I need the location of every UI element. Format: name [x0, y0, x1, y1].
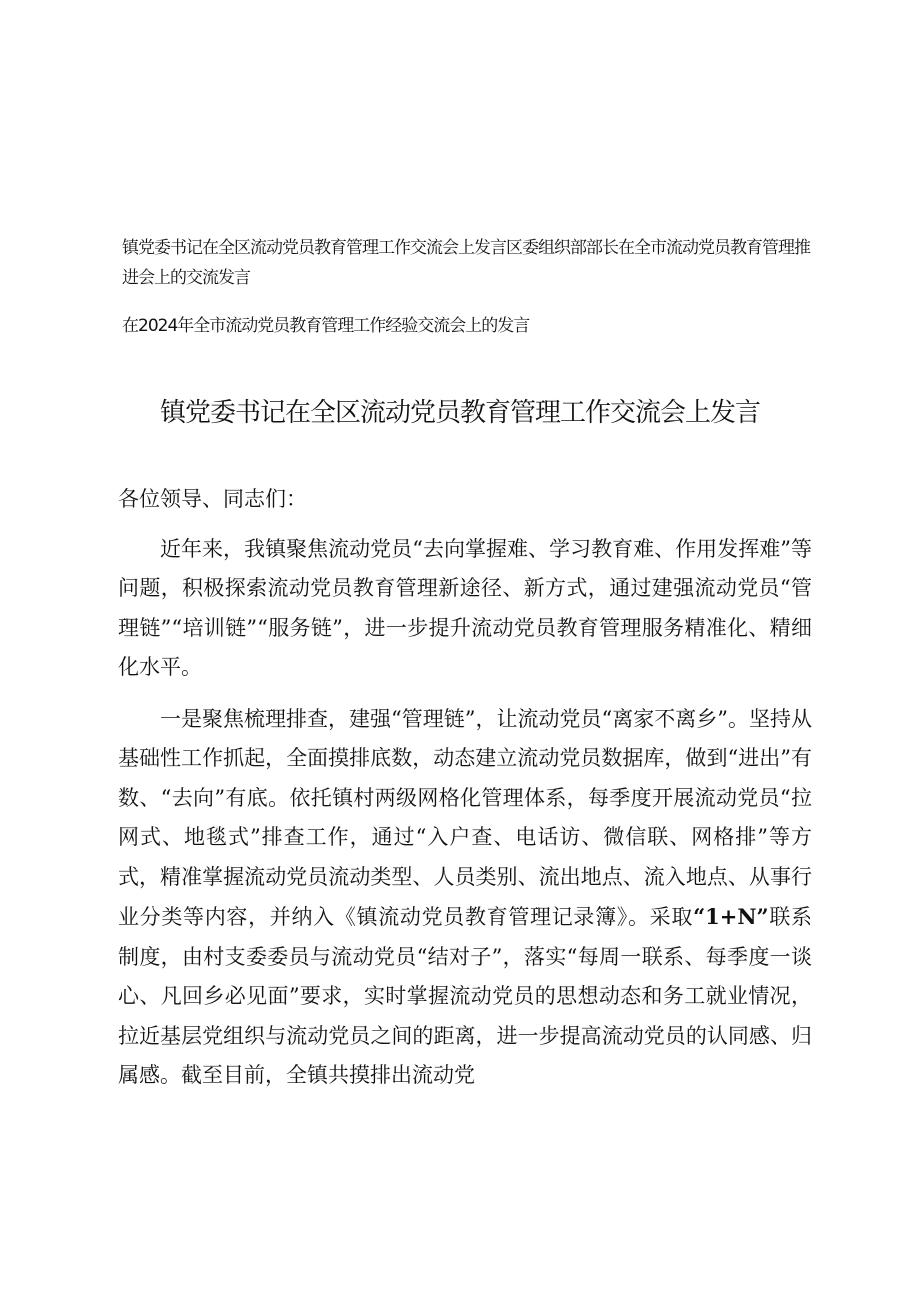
paragraph-2-text-a: 一是聚焦梳理排查，建强“管理链”，让流动党员“离家不离乡”。坚持从基础性工作抓起，全面摸排底数，动态建立流动党员数据库，做到“进出”有数、“去向”有底。依托镇村两级网格化管理体系，每季度开展流动党员“拉网式、地毯式”排查工作，通过“入户查、电话访、微信联、网格排”等方式，精准掌握流动党员流动类型、人员类别、流出地点、流入地点、从事行业分类等内容，并纳入《镇流动党员教育管理记录簿》。采取: [118, 706, 812, 929]
paragraph-1: 近年来，我镇聚焦流动党员“去向掌握难、学习教育难、作用发挥难”等问题，积极探索流动党员教育管理新途径、新方式，通过建强流动党员“管理链”“培训链”“服务链”，进一步提升流动党员教育管理服务精准化、精细化水平。: [118, 536, 812, 679]
toc-item-2[interactable]: 在2024年全市流动党员教育管理工作经验交流会上的发言: [122, 316, 530, 336]
document-title: 镇党委书记在全区流动党员教育管理工作交流会上发言: [159, 398, 760, 428]
paragraph-2-emphasis: “1+N”: [693, 904, 769, 929]
toc-item-1[interactable]: 镇党委书记在全区流动党员教育管理工作交流会上发言区委组织部部长在全市流动党员教育管理推进会上的交流发言: [122, 238, 810, 288]
paragraph-2: [118, 700, 812, 1096]
salutation: 各位领导、同志们：: [118, 487, 307, 511]
table-of-contents: [122, 233, 822, 341]
document-body: [118, 480, 812, 1096]
paragraph-2-text-b: 联系制度，由村支委委员与流动党员“结对子”，落实“每周一联系、每季度一谈心、凡回乡必见面”要求，实时掌握流动党员的思想动态和务工就业情况，拉近基层党组织与流动党员之间的距离，进一步提高流动党员的认同感、归属感。截至目前，全镇共摸排出流动党: [118, 905, 812, 1087]
